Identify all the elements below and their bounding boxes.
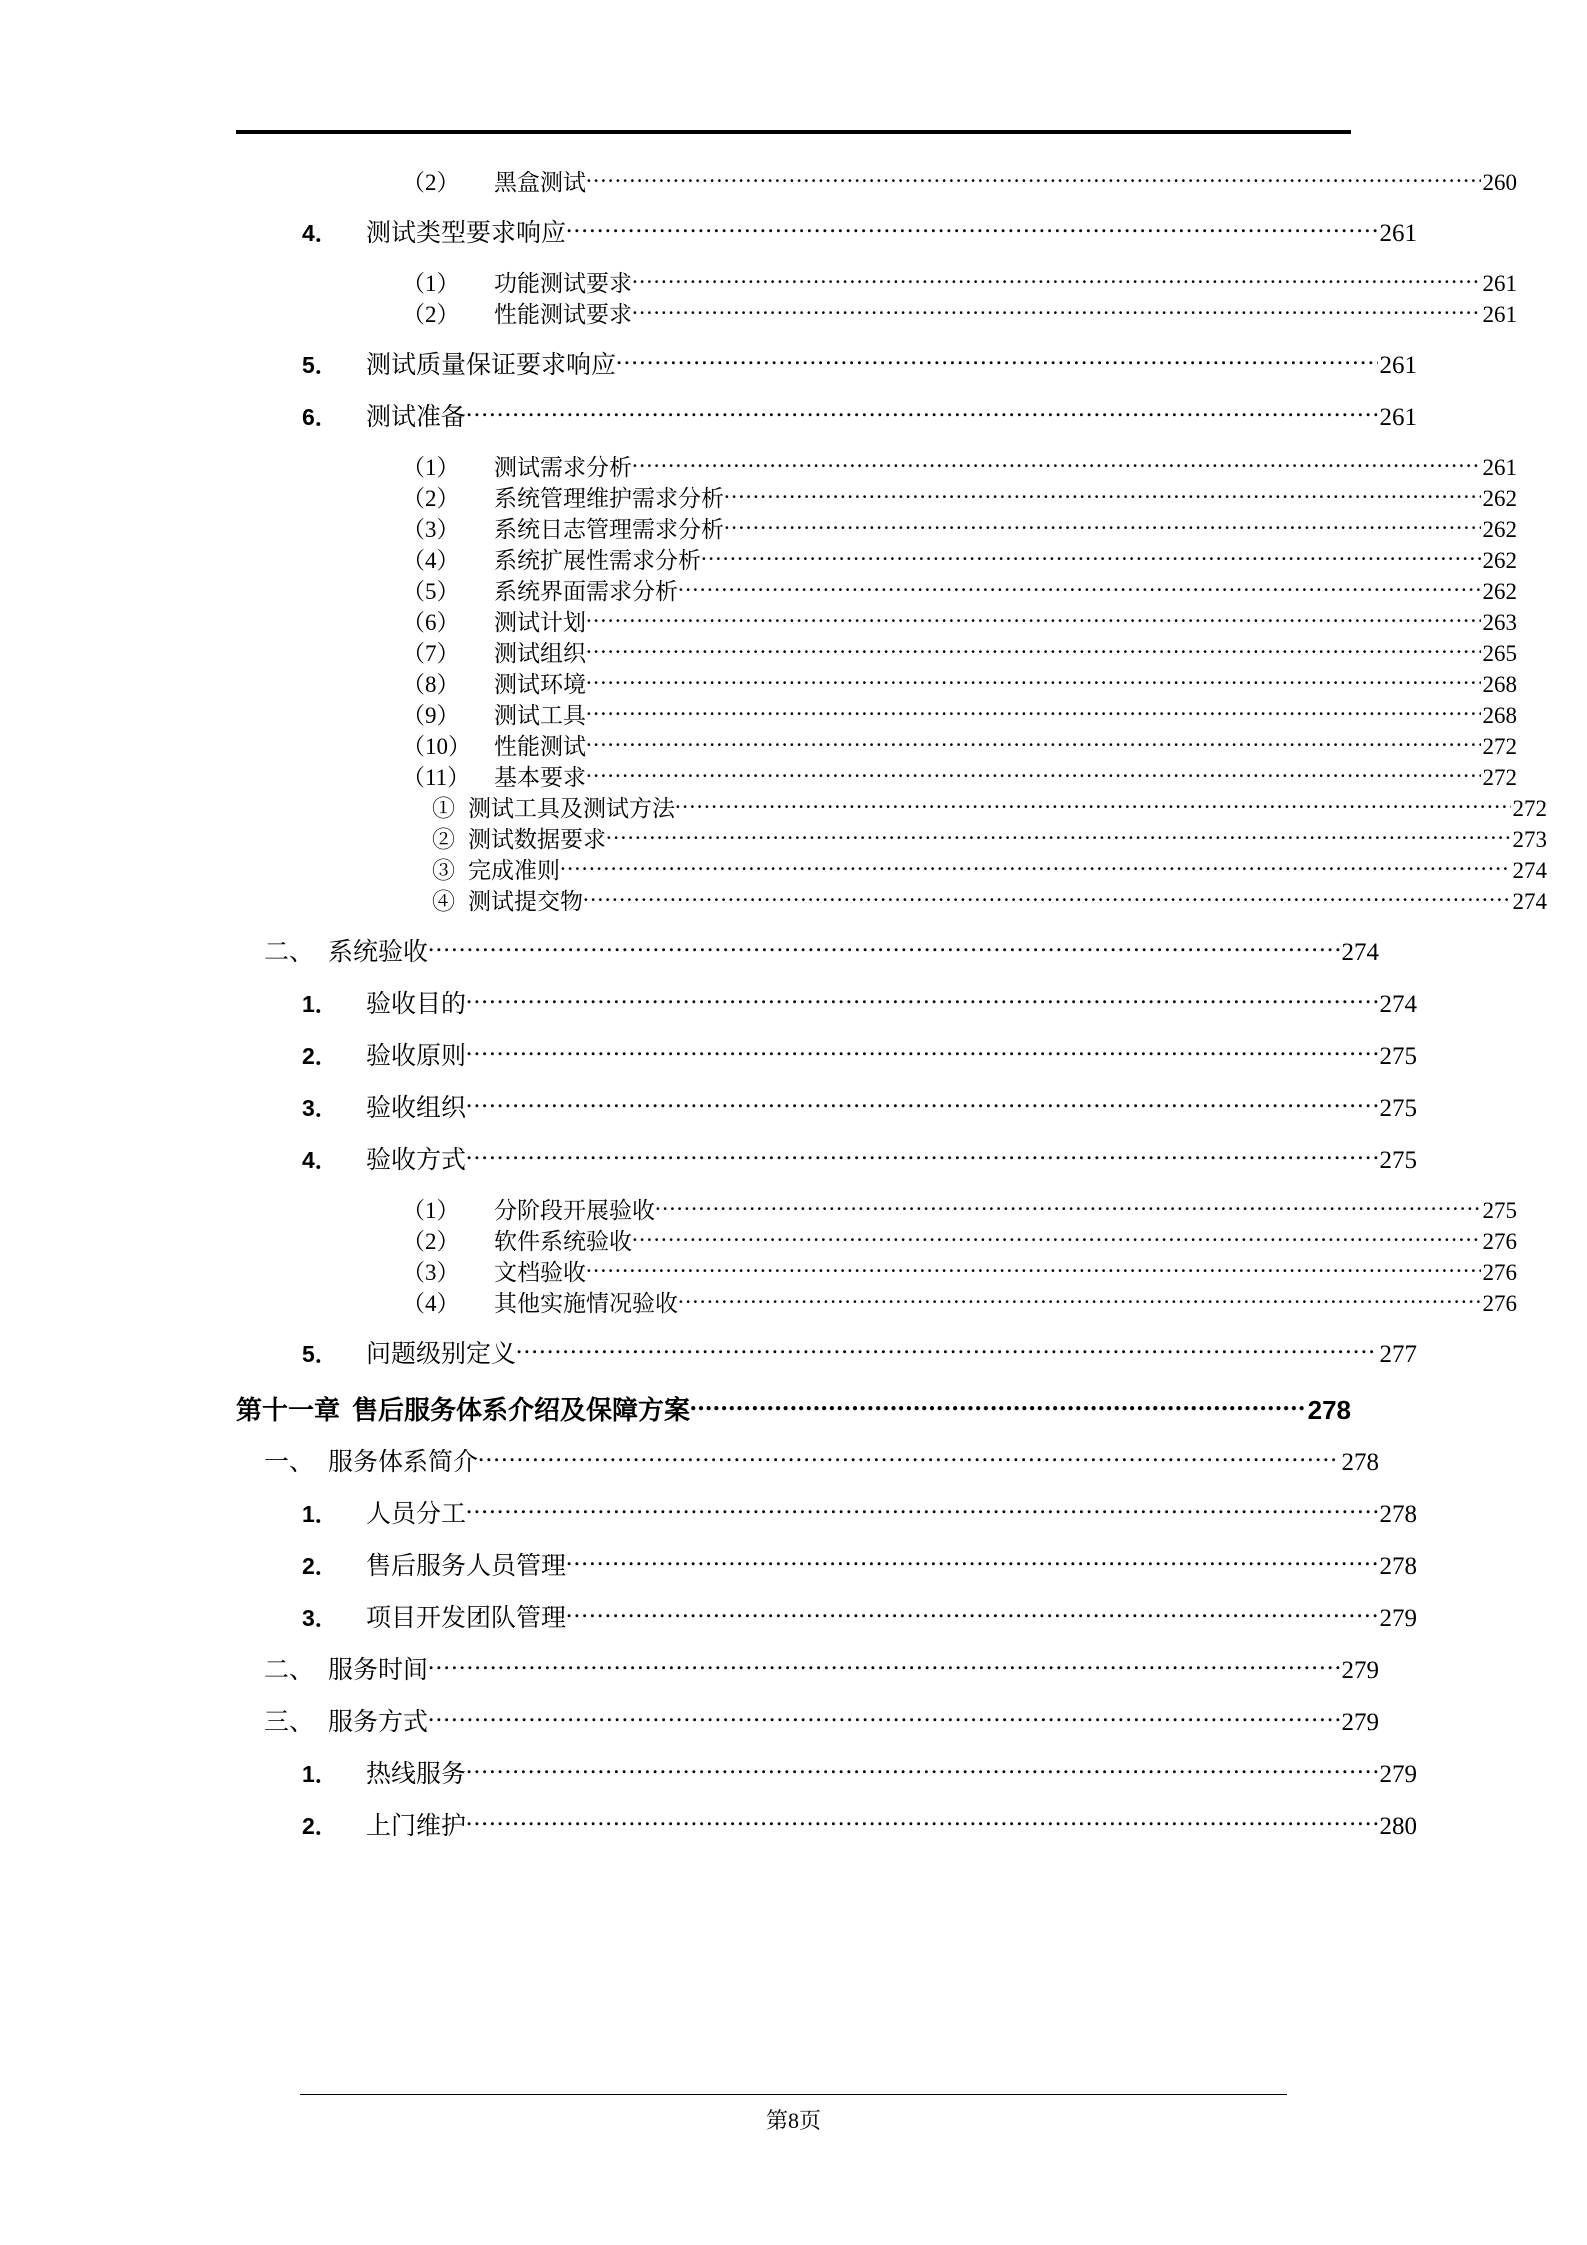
toc-leader-dots: [632, 452, 1481, 475]
toc-entry-page-number: 278: [1379, 1553, 1417, 1580]
toc-entry-label: 问题级别定义: [366, 1341, 517, 1368]
toc-entry-number: 5．: [302, 1341, 338, 1367]
toc-entry-label: 文档验收: [494, 1260, 586, 1285]
toc-entry-label: 测试准备: [366, 404, 467, 431]
toc-entry-number: 1．: [302, 991, 338, 1017]
toc-entry[interactable]: [236, 1809, 1417, 1839]
footer-divider: [300, 2094, 1287, 2095]
toc-entry-page-number: 261: [1379, 220, 1417, 247]
toc-entry[interactable]: [236, 1497, 1417, 1527]
toc-entry-label: 性能测试: [494, 734, 586, 759]
toc-entry-number: （6）: [402, 610, 460, 635]
toc-entry-page-number: 261: [1379, 352, 1417, 379]
toc-entry[interactable]: [236, 1653, 1379, 1683]
toc-entry[interactable]: [236, 1226, 1517, 1253]
toc-entry-number: 二、: [264, 1657, 315, 1684]
toc-leader-dots: [678, 1288, 1481, 1311]
toc-entry-number: （5）: [402, 579, 460, 604]
toc-leader-dots: [606, 824, 1511, 847]
toc-entry-label: 服务时间: [328, 1657, 429, 1684]
toc-entry-page-number: 261: [1482, 271, 1517, 296]
header-divider: [236, 130, 1351, 134]
toc-entry-page-number: 279: [1379, 1761, 1417, 1788]
toc-entry[interactable]: [236, 545, 1517, 572]
toc-entry-label: 系统界面需求分析: [494, 579, 678, 604]
toc-entry-page-number: 275: [1379, 1043, 1417, 1070]
toc-entry-number: （1）: [402, 1198, 460, 1223]
toc-entry-page-number: 260: [1482, 170, 1517, 195]
toc-entry-label: 验收原则: [366, 1043, 467, 1070]
toc-entry-label: 测试计划: [494, 610, 586, 635]
toc-entry-page-number: 277: [1379, 1341, 1417, 1368]
toc-leader-dots: [586, 700, 1481, 723]
toc-entry-number: （10）: [402, 734, 471, 759]
toc-entry-label: 测试工具: [494, 703, 586, 728]
toc-entry-page-number: 274: [1512, 889, 1547, 914]
toc-leader-dots: [586, 167, 1481, 190]
toc-entry-page-number: 279: [1379, 1605, 1417, 1632]
toc-entry-page-number: 279: [1341, 1709, 1379, 1736]
toc-entry[interactable]: [236, 700, 1517, 727]
toc-leader-dots: [678, 576, 1481, 599]
toc-entry-number: ②: [432, 827, 455, 852]
toc-entry-number: 3．: [302, 1605, 338, 1631]
toc-leader-dots: [675, 793, 1511, 816]
toc-leader-dots: [724, 483, 1481, 506]
toc-entry-label: 测试类型要求响应: [366, 220, 567, 247]
toc-entry[interactable]: [236, 1143, 1417, 1173]
toc-entry-page-number: 273: [1512, 827, 1547, 852]
toc-entry-label: 其他实施情况验收: [494, 1291, 678, 1316]
toc-entry[interactable]: [236, 299, 1517, 326]
toc-entry-page-number: 278: [1379, 1501, 1417, 1528]
toc-leader-dots: [466, 1809, 1377, 1834]
toc-leader-dots: [566, 1549, 1377, 1574]
toc-entry-number: 1．: [302, 1761, 338, 1787]
toc-entry[interactable]: [236, 1288, 1517, 1315]
toc-entry-label: 性能测试要求: [494, 302, 632, 327]
toc-leader-dots: [586, 731, 1481, 754]
toc-entry[interactable]: [236, 483, 1517, 510]
toc-entry-number: （2）: [402, 1229, 460, 1254]
toc-entry-number: （1）: [402, 271, 460, 296]
toc-entry-page-number: 278: [1307, 1395, 1351, 1425]
toc-entry[interactable]: [236, 268, 1517, 295]
toc-entry-number: （7）: [402, 641, 460, 666]
toc-entry-number: ①: [432, 796, 455, 821]
toc-entry-number: （4）: [402, 548, 460, 573]
toc-leader-dots: [466, 1143, 1377, 1168]
toc-entry[interactable]: [236, 514, 1517, 541]
toc-entry-number: ④: [432, 889, 455, 914]
toc-entry[interactable]: [236, 638, 1517, 665]
toc-entry[interactable]: [236, 167, 1517, 194]
toc-entry-number: （4）: [402, 1291, 460, 1316]
toc-entry-page-number: 261: [1379, 404, 1417, 431]
toc-entry[interactable]: [236, 855, 1547, 882]
toc-entry-label: 项目开发团队管理: [366, 1605, 567, 1632]
toc-entry-label: 热线服务: [366, 1761, 467, 1788]
toc-entry-label: 测试质量保证要求响应: [366, 352, 617, 379]
toc-entry-number: （3）: [402, 517, 460, 542]
toc-entry-number: 5．: [302, 352, 338, 378]
toc-leader-dots: [586, 607, 1481, 630]
toc-leader-dots: [466, 1091, 1377, 1116]
toc-entry-number: （2）: [402, 302, 460, 327]
toc-entry-page-number: 272: [1482, 765, 1517, 790]
toc-entry[interactable]: [236, 886, 1547, 913]
toc-entry[interactable]: [236, 1601, 1417, 1631]
toc-leader-dots: [586, 638, 1481, 661]
toc-entry-page-number: 276: [1482, 1229, 1517, 1254]
toc-entry-page-number: 278: [1341, 1449, 1379, 1476]
toc-leader-dots: [466, 1757, 1377, 1782]
toc-entry-number: （3）: [402, 1260, 460, 1285]
toc-entry-label: 验收组织: [366, 1095, 467, 1122]
toc-entry[interactable]: [236, 669, 1517, 696]
toc-entry-number: （2）: [402, 170, 460, 195]
toc-entry-number: ③: [432, 858, 455, 883]
toc-entry-page-number: 275: [1379, 1095, 1417, 1122]
toc-leader-dots: [466, 1497, 1377, 1522]
toc-entry-page-number: 275: [1379, 1147, 1417, 1174]
toc-leader-dots: [478, 1445, 1339, 1470]
toc-entry-page-number: 262: [1482, 517, 1517, 542]
toc-leader-dots: [583, 886, 1511, 909]
toc-entry-page-number: 276: [1482, 1260, 1517, 1285]
toc-entry[interactable]: [236, 1039, 1417, 1069]
toc-entry-label: 测试需求分析: [494, 455, 632, 480]
toc-entry-label: 验收目的: [366, 991, 467, 1018]
toc-entry[interactable]: [236, 824, 1547, 851]
toc-entry-label: 功能测试要求: [494, 271, 632, 296]
toc-entry-number: （9）: [402, 703, 460, 728]
toc-leader-dots: [566, 216, 1377, 241]
toc-leader-dots: [466, 987, 1377, 1012]
toc-entry-page-number: 275: [1482, 1198, 1517, 1223]
toc-leader-dots: [724, 514, 1481, 537]
toc-leader-dots: [428, 1653, 1339, 1678]
toc-entry-page-number: 265: [1482, 641, 1517, 666]
toc-entry-page-number: 274: [1379, 991, 1417, 1018]
toc-entry-label: 测试组织: [494, 641, 586, 666]
footer-page-number: 第8页: [765, 2108, 821, 2133]
toc-entry-label: 系统验收: [328, 939, 429, 966]
toc-leader-dots: [428, 1705, 1339, 1730]
toc-leader-dots: [516, 1337, 1377, 1362]
toc-entry[interactable]: [236, 1257, 1517, 1284]
toc-entry[interactable]: [236, 1445, 1379, 1475]
toc-entry-page-number: 261: [1482, 302, 1517, 327]
toc-leader-dots: [586, 1257, 1481, 1280]
toc-entry-page-number: 274: [1512, 858, 1547, 883]
toc-entry-page-number: 279: [1341, 1657, 1379, 1684]
toc-entry-label: 完成准则: [468, 858, 560, 883]
toc-entry-page-number: 262: [1482, 548, 1517, 573]
toc-entry-number: （2）: [402, 486, 460, 511]
toc-entry-number: 2．: [302, 1813, 338, 1839]
toc-entry-number: 三、: [264, 1709, 315, 1736]
toc-leader-dots: [655, 1195, 1481, 1218]
toc-leader-dots: [560, 855, 1511, 878]
toc-entry-label: 测试工具及测试方法: [468, 796, 675, 821]
toc-entry-label: 黑盒测试: [494, 170, 586, 195]
toc-entry[interactable]: [236, 348, 1417, 378]
toc-leader-dots: [466, 400, 1377, 425]
toc-entry-page-number: 276: [1482, 1291, 1517, 1316]
toc-entry-page-number: 262: [1482, 486, 1517, 511]
toc-leader-dots: [701, 545, 1481, 568]
toc-entry-page-number: 272: [1482, 734, 1517, 759]
toc-entry-page-number: 262: [1482, 579, 1517, 604]
toc-leader-dots: [586, 669, 1481, 692]
toc-entry[interactable]: [236, 762, 1517, 789]
toc-entry-label: 分阶段开展验收: [494, 1198, 655, 1223]
toc-entry-label: 系统扩展性需求分析: [494, 548, 701, 573]
toc-entry-number: 第十一章: [236, 1395, 341, 1425]
toc-entry-number: 4．: [302, 1147, 338, 1173]
toc-entry-label: 测试提交物: [468, 889, 583, 914]
toc-entry-label: 服务方式: [328, 1709, 429, 1736]
toc-entry-label: 验收方式: [366, 1147, 467, 1174]
toc-entry-number: 2．: [302, 1043, 338, 1069]
toc-entry-page-number: 280: [1379, 1813, 1417, 1840]
toc-leader-dots: [690, 1393, 1306, 1419]
toc-entry-number: （1）: [402, 455, 460, 480]
toc-entry[interactable]: [236, 1549, 1417, 1579]
toc-leader-dots: [632, 268, 1481, 291]
toc-entry-number: 二、: [264, 939, 315, 966]
toc-entry-label: 服务体系简介: [328, 1449, 479, 1476]
toc-entry[interactable]: [236, 1705, 1379, 1735]
toc-leader-dots: [586, 762, 1481, 785]
toc-entry-page-number: 261: [1482, 455, 1517, 480]
toc-leader-dots: [616, 348, 1377, 373]
toc-entry[interactable]: [236, 1393, 1351, 1423]
toc-entry-page-number: 272: [1512, 796, 1547, 821]
toc-entry-page-number: 268: [1482, 703, 1517, 728]
toc-entry-label: 系统日志管理需求分析: [494, 517, 724, 542]
toc-entry[interactable]: [236, 731, 1517, 758]
toc-leader-dots: [632, 1226, 1481, 1249]
toc-entry-number: 2．: [302, 1553, 338, 1579]
toc-entry-number: （11）: [402, 765, 471, 790]
toc-entry-label: 测试环境: [494, 672, 586, 697]
toc-entry-number: 4．: [302, 220, 338, 246]
toc-entry-number: 1．: [302, 1501, 338, 1527]
toc-entry-page-number: 268: [1482, 672, 1517, 697]
toc-entry-label: 人员分工: [366, 1501, 467, 1528]
toc-leader-dots: [566, 1601, 1377, 1626]
toc-entry[interactable]: [236, 1337, 1417, 1367]
toc-entry-number: 一、: [264, 1449, 315, 1476]
toc-entry[interactable]: [236, 1757, 1417, 1787]
toc-entry-page-number: 274: [1341, 939, 1379, 966]
toc-entry-label: 售后服务体系介绍及保障方案: [352, 1395, 691, 1425]
toc-entry[interactable]: [236, 793, 1547, 820]
toc-entry[interactable]: [236, 576, 1517, 603]
toc-entry[interactable]: [236, 935, 1379, 965]
toc-entry-number: 3．: [302, 1095, 338, 1121]
toc-entry-number: （8）: [402, 672, 460, 697]
table-of-contents: [236, 163, 1547, 1861]
toc-entry[interactable]: [236, 607, 1517, 634]
toc-entry[interactable]: [236, 400, 1417, 430]
toc-entry[interactable]: [236, 216, 1417, 246]
toc-entry[interactable]: [236, 452, 1517, 479]
toc-leader-dots: [466, 1039, 1377, 1064]
toc-leader-dots: [428, 935, 1339, 960]
toc-entry-label: 上门维护: [366, 1813, 467, 1840]
toc-entry-label: 系统管理维护需求分析: [494, 486, 724, 511]
toc-entry[interactable]: [236, 1091, 1417, 1121]
toc-leader-dots: [632, 299, 1481, 322]
toc-entry-page-number: 263: [1482, 610, 1517, 635]
toc-entry-label: 测试数据要求: [468, 827, 606, 852]
toc-entry[interactable]: [236, 1195, 1517, 1222]
toc-entry[interactable]: [236, 987, 1417, 1017]
toc-entry-label: 售后服务人员管理: [366, 1553, 567, 1580]
toc-entry-label: 基本要求: [494, 765, 586, 790]
toc-entry-label: 软件系统验收: [494, 1229, 632, 1254]
toc-entry-number: 6．: [302, 404, 338, 430]
